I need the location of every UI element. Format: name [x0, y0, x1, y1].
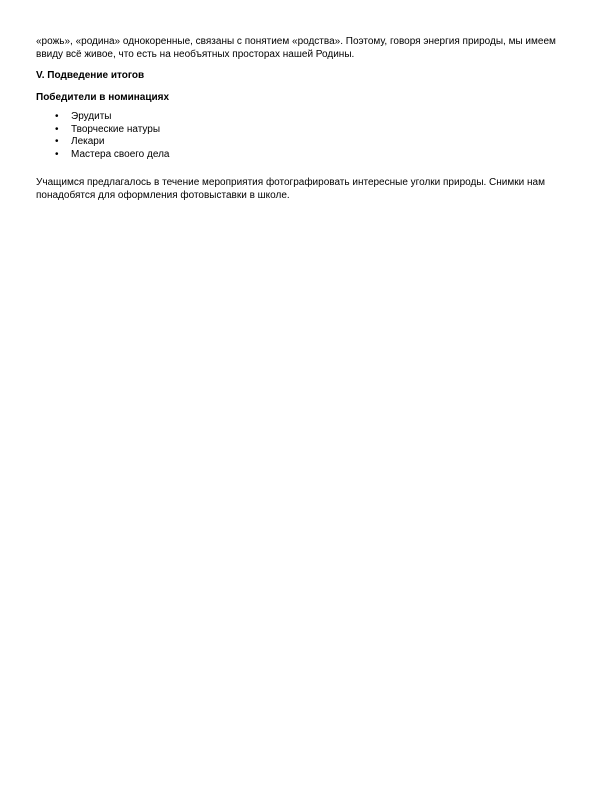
list-item-label: Эрудиты	[71, 111, 112, 122]
list-item-label: Творческие натуры	[71, 123, 161, 135]
list-item-label: Мастера своего дела	[71, 148, 170, 160]
list-item	[36, 111, 576, 124]
bullet-icon: •	[55, 148, 59, 160]
list-item	[36, 149, 576, 162]
bullet-icon: •	[55, 111, 59, 122]
closing-paragraph-line-1: Учащимся предлагалось в течение мероприятия фотографировать интересные уголки природы. Снимки нам	[36, 177, 545, 188]
nominations-list	[36, 111, 576, 161]
closing-paragraph	[36, 177, 576, 202]
list-item	[36, 136, 576, 149]
section-heading: V. Подведение итогов	[36, 70, 145, 81]
list-item-label: Лекари	[71, 136, 105, 147]
intro-paragraph	[36, 36, 576, 61]
intro-paragraph-line-2: ввиду всё живое, что есть на необъятных просторах нашей Родины.	[36, 48, 355, 60]
bullet-icon: •	[55, 123, 59, 135]
bullet-icon: •	[55, 136, 59, 147]
document-page	[36, 36, 576, 202]
intro-paragraph-line-1: «рожь», «родина» однокоренные, связаны с понятием «родства». Поэтому, говоря энергия природы, мы имеем	[36, 36, 556, 47]
closing-paragraph-line-2: понадобятся для оформления фотовыставки в школе.	[36, 189, 290, 201]
nominations-subheading: Победители в номинациях	[36, 91, 170, 103]
list-item	[36, 124, 576, 137]
